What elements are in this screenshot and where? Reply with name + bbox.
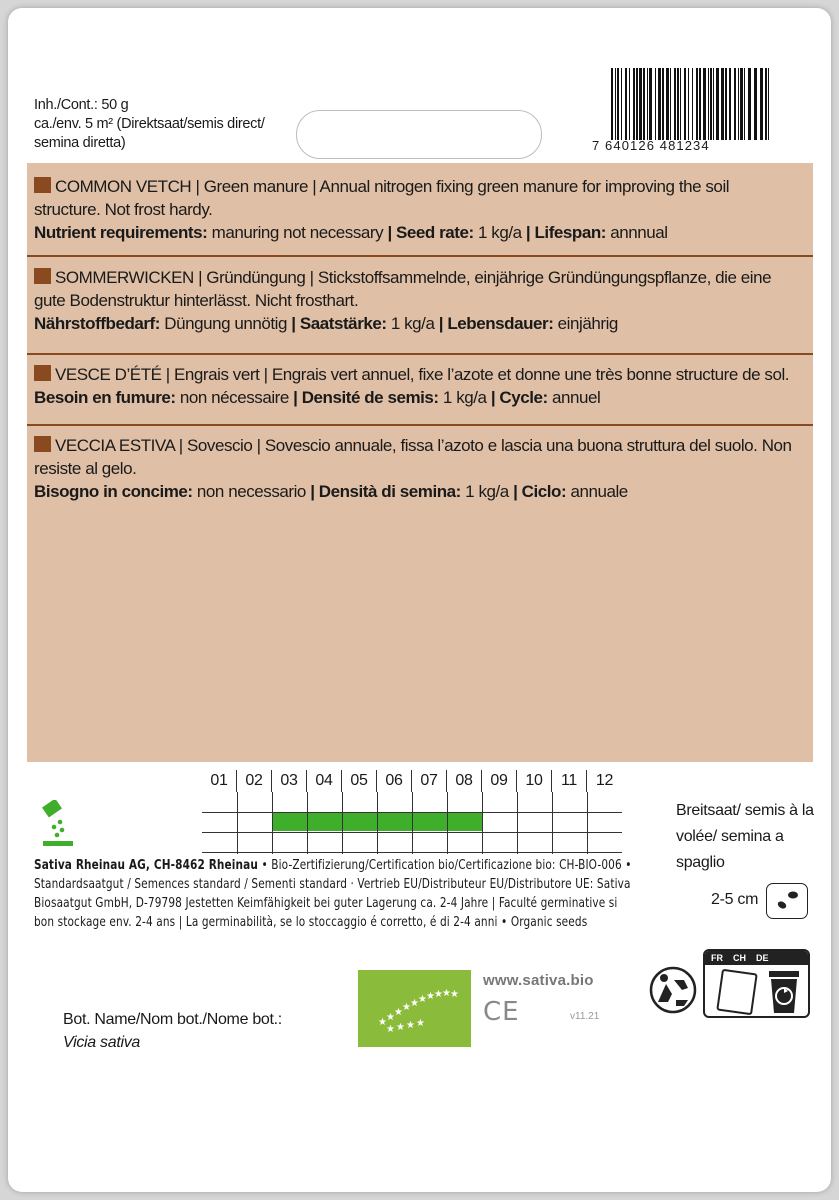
barcode-bar	[734, 68, 736, 140]
barcode-bar	[662, 68, 664, 140]
bullet-square-icon	[34, 177, 51, 193]
barcode-bar	[643, 68, 645, 140]
barcode-bar	[708, 68, 709, 140]
section-divider	[27, 255, 813, 257]
lifespan-value: annnual	[606, 223, 668, 242]
section-divider	[27, 424, 813, 426]
package-contents	[34, 96, 265, 153]
calendar-month-01: 01	[202, 770, 237, 792]
barcode-bar	[639, 68, 642, 140]
eu-star-icon: ★	[418, 994, 427, 1005]
calendar-month-11: 11	[552, 770, 587, 792]
content-area: ca./env. 5 m² (Direktsaat/semis direct/	[34, 116, 265, 132]
lifespan-value: einjährig	[553, 314, 618, 333]
recycle-label-ch: CH	[733, 953, 746, 963]
seed-rate-value: 1 kg/a	[386, 314, 439, 333]
calendar-month-12: 12	[595, 772, 614, 789]
sowing-icon	[38, 800, 78, 850]
barcode-bar	[617, 68, 619, 140]
eu-star-icon: ★	[426, 991, 435, 1002]
recycling-guide	[703, 949, 810, 1018]
barcode-bar	[729, 68, 731, 140]
section-description: VECCIA ESTIVA | Sovescio | Sovescio annuale, fissa l’azoto e lascia una buona struttura del suolo. Non resiste al gelo.	[34, 436, 792, 478]
barcode-bar	[633, 68, 635, 140]
eu-star-icon: ★	[386, 1012, 395, 1023]
ce-mark: CE	[483, 997, 520, 1027]
seed-rate-value: 1 kg/a	[438, 388, 491, 407]
sowing-method: Breitsaat/ semis à la volée/ semina a spaglio	[676, 802, 814, 871]
barcode-bar	[748, 68, 751, 140]
calendar-months	[202, 770, 622, 792]
barcode-bar	[649, 68, 652, 140]
lifespan-value: annuale	[566, 482, 628, 501]
barcode-bar	[716, 68, 719, 140]
eu-star-icon: ★	[450, 989, 459, 1000]
calendar-month-10: 10	[517, 770, 552, 792]
nutrient-label: Bisogno in concime:	[34, 482, 193, 501]
eu-star-icon: ★	[396, 1022, 405, 1033]
barcode-bar	[625, 68, 627, 140]
calendar-month-03: 03	[272, 770, 307, 792]
version: v11.21	[570, 1011, 600, 1022]
calendar-month-06: 06	[377, 770, 412, 792]
paper-bin-icon	[765, 967, 803, 1015]
barcode-bar	[692, 68, 693, 140]
nutrient-value: non necessario	[192, 482, 311, 501]
barcode-bar	[611, 68, 613, 140]
barcode-bar	[760, 68, 763, 140]
barcode-bar	[696, 68, 698, 140]
barcode-bar	[636, 68, 638, 140]
barcode-bar	[688, 68, 689, 140]
section-description: VESCE D’ÉTÉ | Engrais vert | Engrais vert annuel, fixe l’azote et donne une très bonne structure de sol.	[55, 365, 790, 384]
eu-star-icon: ★	[386, 1024, 395, 1035]
company-name: Sativa Rheinau AG, CH-8462 Rheinau	[34, 857, 259, 873]
barcode-bar	[677, 68, 679, 140]
section-english	[34, 175, 794, 244]
section-divider	[27, 353, 813, 355]
content-area-cont: semina diretta)	[34, 135, 126, 151]
nutrient-value: manuring not necessary	[207, 223, 388, 242]
barcode-bar	[666, 68, 669, 140]
barcode-bar	[710, 68, 712, 140]
calendar-month-05: 05	[342, 770, 377, 792]
seed-rate-value: 1 kg/a	[473, 223, 526, 242]
section-french	[34, 363, 794, 409]
lifespan-value: annuel	[547, 388, 601, 407]
barcode-bar	[738, 68, 739, 140]
calendar-month-04: 04	[307, 770, 342, 792]
botanical-value: Vicia sativa	[63, 1034, 141, 1051]
barcode-bar	[629, 68, 630, 140]
section-german	[34, 266, 794, 335]
section-description: COMMON VETCH | Green manure | Annual nitrogen fixing green manure for improving the soil structure. Not frost hardy.	[34, 177, 730, 219]
nutrient-label: Besoin en fumure:	[34, 388, 176, 407]
barcode-bar	[725, 68, 727, 140]
seed-depth-icon	[766, 883, 808, 919]
barcode-bar	[674, 68, 676, 140]
seed-rate-label: | Densità di semina:	[310, 482, 461, 501]
bullet-square-icon	[34, 268, 51, 284]
recycling-country-bar	[705, 951, 808, 965]
eu-star-icon: ★	[394, 1007, 403, 1018]
seed-rate-label: | Seed rate:	[387, 223, 474, 242]
eu-star-icon: ★	[406, 1020, 415, 1031]
lifespan-label: | Ciclo:	[513, 482, 567, 501]
calendar-month-07: 07	[412, 770, 447, 792]
eu-star-icon: ★	[378, 1017, 387, 1028]
sowing-calendar	[202, 770, 622, 854]
nutrient-label: Nährstoffbedarf:	[34, 314, 160, 333]
barcode-bar	[621, 68, 622, 140]
content-weight: Inh./Cont.: 50 g	[34, 97, 129, 113]
barcode-bar	[721, 68, 724, 140]
botanical-label: Bot. Name/Nom bot./Nome bot.:	[63, 1011, 282, 1028]
packet-window	[296, 110, 542, 159]
nutrient-value: Düngung unnötig	[159, 314, 292, 333]
eu-organic-logo	[358, 970, 471, 1047]
seed-rate-label: | Saatstärke:	[291, 314, 387, 333]
eu-star-icon: ★	[410, 998, 419, 1009]
barcode-bar	[765, 68, 767, 140]
recycle-label-fr: FR	[711, 953, 723, 963]
lifespan-label: | Lifespan:	[525, 223, 606, 242]
eu-star-icon: ★	[402, 1002, 411, 1013]
calendar-month-08: 08	[447, 770, 482, 792]
triman-recycle-icon	[648, 962, 698, 1016]
sowing-depth: 2-5 cm	[711, 891, 759, 908]
bullet-square-icon	[34, 436, 51, 452]
section-description: SOMMERWICKEN | Gründüngung | Stickstoffsammelnde, einjährige Gründüngungspflanze, die eine gute Bodenstruktur hinterlässt. Nicht frosthart.	[34, 268, 772, 310]
eu-star-icon: ★	[442, 988, 451, 999]
barcode-bar	[703, 68, 706, 140]
recycle-label-de: DE	[756, 953, 769, 963]
company-info	[34, 856, 636, 932]
barcode-bar	[768, 68, 769, 140]
section-italian	[34, 434, 794, 503]
nutrient-label: Nutrient requirements:	[34, 223, 208, 242]
calendar-month-02: 02	[237, 770, 272, 792]
bullet-square-icon	[34, 365, 51, 381]
lifespan-label: | Lebensdauer:	[438, 314, 554, 333]
barcode-digits: 7 640126 481234	[592, 138, 710, 153]
barcode-bar	[658, 68, 661, 140]
website: www.sativa.bio	[483, 972, 594, 989]
barcode-bar	[615, 68, 616, 140]
barcode-bar	[754, 68, 757, 140]
barcode-bar	[713, 68, 714, 140]
botanical-name	[63, 1008, 282, 1054]
barcode-bar	[744, 68, 745, 140]
barcode-bar	[670, 68, 671, 140]
nutrient-value: non nécessaire	[175, 388, 294, 407]
paper-bag-icon	[716, 969, 757, 1016]
seed-rate-label: | Densité de semis:	[293, 388, 439, 407]
barcode-bar	[680, 68, 681, 140]
barcode-bar	[740, 68, 743, 140]
calendar-grid	[202, 792, 622, 854]
barcode-bar	[655, 68, 656, 140]
barcode-bar	[684, 68, 686, 140]
barcode	[611, 68, 771, 140]
barcode-bar	[647, 68, 648, 140]
calendar-month-09: 09	[482, 770, 517, 792]
eu-star-icon: ★	[416, 1018, 425, 1029]
certification-text: • Bio-Zertifizierung/Certification bio/Certificazione bio: CH-BIO-006 • Standardsaatgut / Semences standard / Sementi standard · Vertrieb EU/Distributeur EU/Distributore UE: Sativa Biosaatgut GmbH, D-79798 Jestetten Keimfähigkeit bei guter Lagerung ca. 2-4 Jahre | Faculté germinative si bon stockage env. 2-4 ans | La germinabilità, se lo stoccaggio é corretto, é di 2-4 anni • Organic seeds	[34, 857, 632, 930]
seed-rate-value: 1 kg/a	[460, 482, 514, 501]
eu-star-icon: ★	[434, 989, 443, 1000]
lifespan-label: | Cycle:	[490, 388, 548, 407]
barcode-bar	[699, 68, 701, 140]
